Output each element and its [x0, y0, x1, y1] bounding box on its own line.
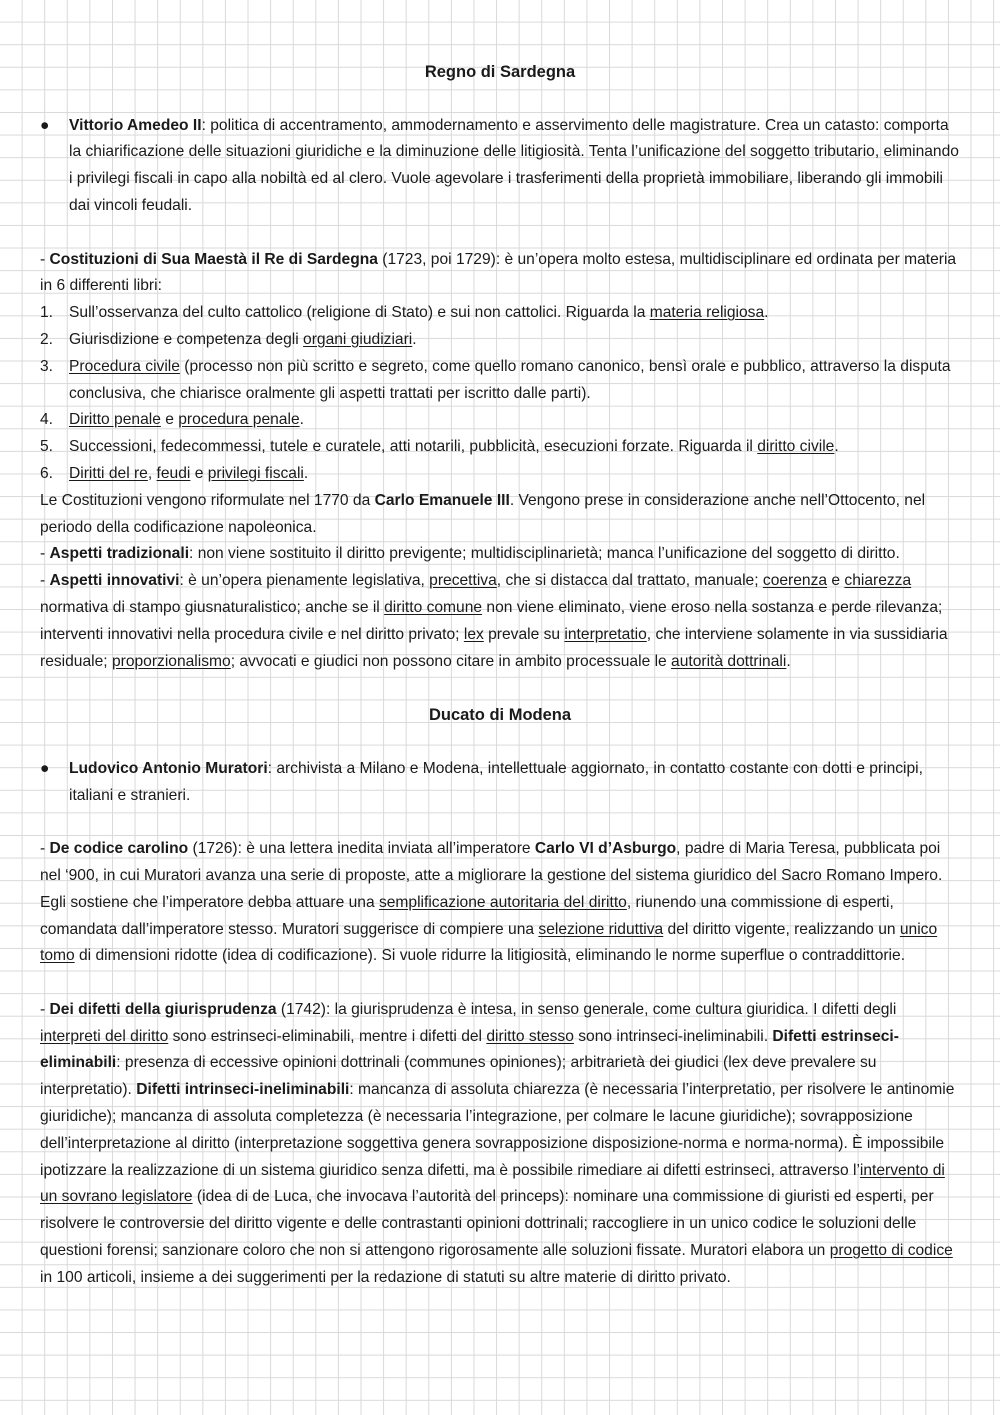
underlined-term: Procedura civile: [69, 357, 180, 375]
bullet-icon: ●: [40, 759, 50, 777]
underlined-term: chiarezza: [844, 572, 912, 590]
bold-term: Costituzioni di Sua Maestà il Re di Sardegna: [49, 250, 378, 268]
underlined-term: lex: [463, 625, 484, 643]
bold-term: Carlo VI d’Asburgo: [534, 840, 677, 858]
underlined-term: diritto stesso: [486, 1027, 574, 1045]
list-item: 4. Diritto penale e procedura penale.: [40, 411, 304, 429]
underlined-term: Diritto penale: [69, 411, 161, 429]
bullet-icon: ●: [40, 116, 50, 134]
underlined-term: progetto di codice: [829, 1242, 953, 1260]
bold-term: Aspetti innovativi: [49, 572, 180, 590]
list-item: 1. Sull’osservanza del culto cattolico (religione di Stato) e sui non cattolici. Riguarda la materia religiosa.: [40, 304, 769, 322]
underlined-term: interpreti del diritto: [40, 1027, 169, 1045]
underlined-term: proporzionalismo: [111, 652, 231, 670]
underlined-term: Diritti del re: [69, 464, 148, 482]
bullet-vittorio-amedeo: ● Vittorio Amedeo II: politica di accentramento, ammodernamento e asservimento delle magistrature. Crea un catasto: comporta la chiarificazione delle situazioni giuridiche e la diminuzione delle litigiosità. Tenta l’unificazione del soggetto tributario, eliminando i privilegi fiscali in capo alla nobiltà ed al clero. Vuole agevolare i trasferimenti della proprietà immobiliare, liberando gli immobili dai vincoli feudali.: [40, 113, 960, 220]
document-page: [40, 59, 960, 1292]
section-title-regno-di-sardegna: Regno di Sardegna: [424, 63, 576, 81]
list-item: 6. Diritti del re, feudi e privilegi fiscali.: [40, 464, 309, 482]
bold-term: De codice carolino: [49, 840, 189, 858]
paragraph-aspetti-tradizionali: - Aspetti tradizionali: non viene sostituito il diritto previgente; multidisciplinarietà; manca l’unificazione del soggetto di diritto.: [40, 545, 900, 563]
numbered-list: [40, 300, 960, 488]
paragraph-costituzioni: - Costituzioni di Sua Maestà il Re di Sardegna (1723, poi 1729): è un’opera molto estesa, multidisciplinare ed ordinata per materia in 6 differenti libri:: [40, 250, 957, 295]
bold-term: Ludovico Antonio Muratori: [69, 759, 268, 777]
section-title-ducato-di-modena: Ducato di Modena: [428, 706, 572, 725]
list-item: 3. Procedura civile (processo non più scritto e segreto, come quello romano canonico, bensì orale e pubblico, attraverso la disputa conclusiva, che chiarisce oralmente gli aspetti trattati per iscritto dalle parti).: [40, 357, 951, 402]
paragraph-de-codice-carolino: - De codice carolino (1726): è una lettera inedita inviata all’imperatore Carlo VI d’Asburgo, padre di Maria Teresa, pubblicata poi nel ‘900, in cui Muratori avanza una serie di proposte, atte a migliorare la gestione del sistema giuridico del Sacro Romano Impero. Egli sostiene che l’imperatore debba attuare una semplificazione autoritaria del diritto, riunendo una commissione di esperti, comandata dall’imperatore stesso. Muratori suggerisce di compiere una selezione riduttiva del diritto vigente, realizzando un unico tomo di dimensioni ridotte (idea di codificazione). Si vuole ridurre la litigiosità, eliminando le norme superflue o contraddittorie.: [40, 840, 943, 965]
paragraph-riformulate: Le Costituzioni vengono riformulate nel 1770 da Carlo Emanuele III. Vengono prese in considerazione anche nell’Ottocento, nel periodo della codificazione napoleonica.: [40, 491, 926, 536]
underlined-term: autorità dottrinali: [671, 652, 787, 670]
list-item: 2. Giurisdizione e competenza degli organi giudiziari.: [40, 330, 417, 348]
underlined-term: coerenza: [762, 572, 828, 590]
underlined-term: unico tomo: [40, 920, 938, 965]
bold-term: Difetti intrinseci-ineliminabili: [136, 1081, 350, 1099]
paragraph-dei-difetti: - Dei difetti della giurisprudenza (1742): la giurisprudenza è intesa, in senso generale, come cultura giuridica. I difetti degli interpreti del diritto sono estrinseci-eliminabili, mentre i difetti del diritto stesso sono intrinseci-ineliminabili. Difetti estrinseci-eliminabili: presenza di eccessive opinioni dottrinali (communes opiniones); arbitrarietà dei giudici (lex deve prevalere su interpretatio). Difetti intrinseci-ineliminabili: mancanza di assoluta chiarezza (è necessaria l’interpretatio, per risolvere le antinomie giuridiche); mancanza di assoluta completezza (è necessaria l’integrazione, per colmare le lacune giuridiche); sovrapposizione dell’interpretazione al diritto (interpretazione soggettiva genera sovrapposizione disposizione-norma e norma-norma). È impossibile ipotizzare la realizzazione di un sistema giuridico senza difetti, ma è possibile rimediare ai difetti estrinseci, attraverso l’intervento di un sovrano legislatore (idea di de Luca, che invocava l’autorità del princeps): nominare una commissione di giuristi ed esperti, per risolvere le controversie del diritto vigente e delle contrastanti opinioni dottrinali; raccogliere in un unico codice le soluzioni delle questioni forensi; sanzionare coloro che non si attengono rigorosamente alle soluzioni fissate. Muratori elabora un progetto di codice in 100 articoli, insieme a dei suggerimenti per la redazione di statuti su altre materie di diritto privato.: [40, 1000, 955, 1286]
bold-term: Carlo Emanuele III: [374, 491, 510, 509]
bullet-muratori: ● Ludovico Antonio Muratori: archivista a Milano e Modena, intellettuale aggiornato, in contatto costante con dotti e principi, italiani e stranieri.: [40, 756, 960, 810]
underlined-term: organi giudiziari: [303, 330, 413, 348]
underlined-term: feudi: [156, 464, 191, 482]
bold-term: Difetti estrinseci-eliminabili: [40, 1027, 899, 1072]
underlined-term: selezione riduttiva: [538, 920, 664, 938]
underlined-term: precettiva: [429, 572, 497, 590]
underlined-term: interpretatio: [564, 625, 647, 643]
underlined-term: intervento di un sovrano legislatore: [40, 1161, 945, 1206]
underlined-term: procedura penale: [178, 411, 300, 429]
bold-term: Vittorio Amedeo II: [69, 116, 202, 134]
underlined-term: semplificazione autoritaria del diritto: [378, 893, 627, 911]
bold-term: Aspetti tradizionali: [49, 545, 190, 563]
underlined-term: materia religiosa: [649, 304, 765, 322]
underlined-term: diritto comune: [384, 598, 483, 616]
bold-term: Dei difetti della giurisprudenza: [49, 1000, 277, 1018]
list-item: 5. Successioni, fedecommessi, tutele e curatele, atti notarili, pubblicità, esecuzioni forzate. Riguarda il diritto civile.: [40, 438, 839, 456]
paragraph-aspetti-innovativi: - Aspetti innovativi: è un’opera pienamente legislativa, precettiva, che si distacca dal trattato, manuale; coerenza e chiarezza normativa di stampo giusnaturalistico; anche se il diritto comune non viene eliminato, viene eroso nella sostanza e perde rilevanza; interventi innovativi nella procedura civile e nel diritto privato; lex prevale su interpretatio, che interviene solamente in via sussidiaria residuale; proporzionalismo; avvocati e giudici non possono citare in ambito processuale le autorità dottrinali.: [40, 572, 948, 670]
underlined-term: privilegi fiscali: [207, 464, 304, 482]
underlined-term: diritto civile: [757, 438, 835, 456]
